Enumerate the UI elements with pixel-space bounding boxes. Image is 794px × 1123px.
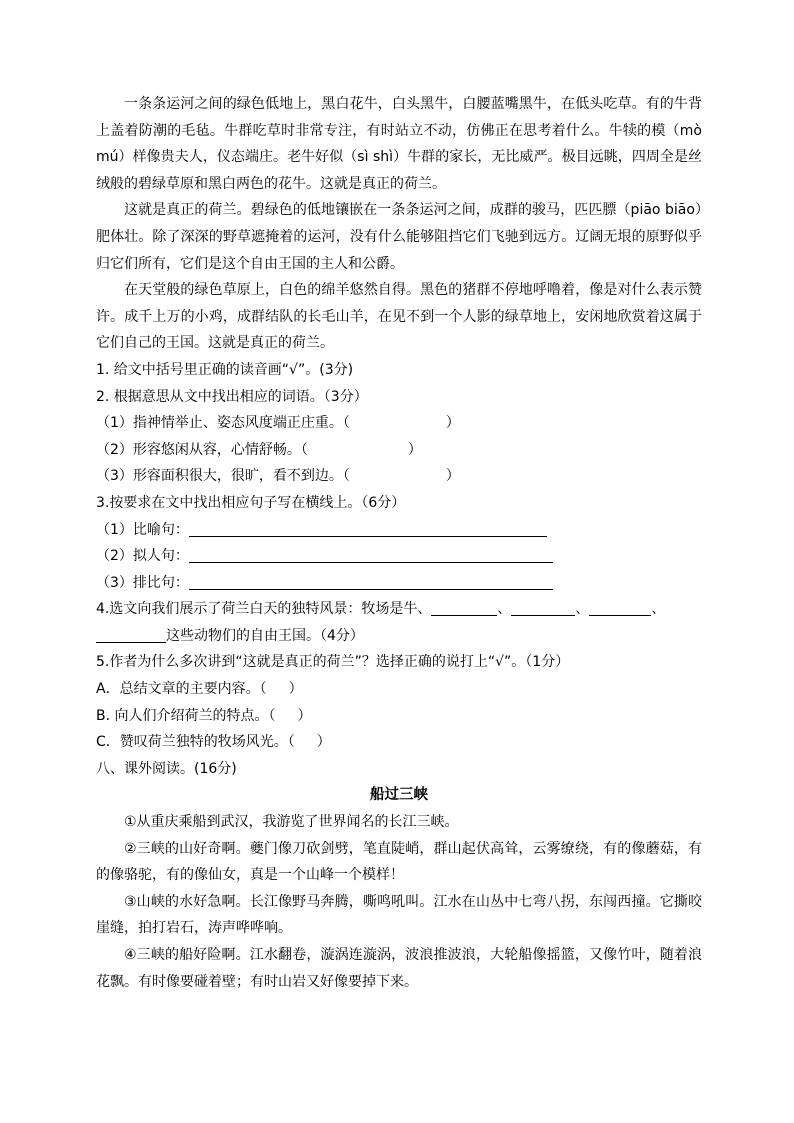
question-2: 2. 根据意思从文中找出相应的词语。（3分）	[96, 388, 368, 405]
close-paren: ）	[297, 707, 312, 724]
separator: 、	[497, 601, 512, 618]
option-b-text: B. 向人们介绍荷兰的特点。（	[96, 707, 276, 724]
question-3-item-3	[96, 570, 702, 597]
separator: 、	[575, 601, 590, 618]
close-paren: ）	[445, 415, 460, 432]
question-5: 5.作者为什么多次讲到“这就是真正的荷兰”？选择正确的说打上“√”。（1分）	[96, 654, 570, 671]
question-4-end-text: 这些动物们的自由王国。（4分）	[166, 627, 364, 644]
question-4-continued	[96, 623, 702, 650]
reading-paragraph-4: ④三峡的船好险啊。江水翻卷，漩涡连漩涡，波浪推波浪，大轮船像摇篮，又像竹叶，随着浪花飘。有时像要碰着壁；有时山岩又好像要掉下来。	[96, 947, 702, 990]
option-c-text: C．赞叹荷兰独特的牧场风光。（	[96, 734, 295, 751]
page-content	[96, 91, 702, 995]
passage-paragraph-1: 一条条运河之间的绿色低地上，黑白花牛，白头黑牛，白腰蓝嘴黑牛，在低头吃草。有的牛背上盖着防潮的毛毡。牛群吃草时非常专注，有时站立不动，仿佛正在思考着什么。牛犊的模（mò mú）样像贵夫人，仪态端庄。老牛好似（sì shì）牛群的家长，无比威严。极目远眺，四周全是丝绒般的碧绿草原和黑白两色的花牛。这就是真正的荷兰。	[96, 96, 702, 192]
section-8-heading: 八、课外阅读。(16分)	[96, 760, 237, 777]
question-2-item-2	[96, 437, 702, 464]
reading-paragraph-3: ③山峡的水好急啊。长江像野马奔腾，嘶鸣吼叫。江水在山丛中七弯八拐，东闯西撞。它撕咬崖缝，拍打岩石，涛声哗哗响。	[96, 893, 702, 937]
question-1: 1. 给文中括号里正确的读音画“√”。(3分)	[96, 361, 354, 378]
question-4-text: 4.选文向我们展示了荷兰白天的独特风景：牧场是牛、	[96, 601, 432, 618]
reading-title: 船过三峡	[370, 787, 428, 804]
reading-paragraph-2: ②三峡的山好奇啊。夔门像刀砍剑劈，笔直陡峭，群山起伏高耸，云雾缭绕，有的像蘑菇，有的像骆驼，有的像仙女，真是一个山峰一个模样！	[96, 840, 702, 884]
question-3-item-2	[96, 543, 702, 570]
close-paren: ）	[316, 734, 331, 751]
question-3: 3.按要求在文中找出相应句子写在横线上。（6分）	[96, 494, 406, 511]
close-paren: ）	[445, 468, 460, 485]
answer-line[interactable]	[431, 600, 497, 616]
question-2-item-3	[96, 463, 702, 490]
question-4	[96, 596, 702, 623]
answer-line[interactable]	[589, 600, 651, 616]
question-3-item-1	[96, 517, 702, 544]
option-a-text: A．总结文章的主要内容。（	[96, 681, 267, 698]
question-5-option-c	[96, 729, 702, 756]
question-3-item-3-label: （3）排比句：	[96, 574, 189, 591]
answer-line[interactable]	[189, 547, 553, 563]
question-3-item-2-label: （2）拟人句：	[96, 548, 189, 565]
question-5-option-b	[96, 703, 702, 730]
close-paren: ）	[407, 441, 422, 458]
question-2-item-1-text: （1）指神情举止、姿态风度端正庄重。（	[96, 415, 350, 432]
question-5-option-a	[96, 676, 702, 703]
answer-line[interactable]	[511, 600, 575, 616]
question-2-item-2-text: （2）形容悠闲从容，心情舒畅。（	[96, 441, 308, 458]
answer-line[interactable]	[189, 574, 553, 590]
passage-paragraph-2: 这就是真正的荷兰。碧绿色的低地镶嵌在一条条运河之间，成群的骏马，匹匹膘（piāo biāo）肥体壮。除了深深的野草遮掩着的运河，没有什么能够阻挡它们飞驰到远方。辽阔无垠的原野似乎归它们所有，它们是这个自由王国的主人和公爵。	[96, 202, 702, 272]
reading-paragraph-1: ①从重庆乘船到武汉，我游览了世界闻名的长江三峡。	[124, 814, 459, 831]
question-2-item-1	[96, 410, 702, 437]
question-2-item-3-text: （3）形容面积很大，很旷，看不到边。（	[96, 468, 350, 485]
close-paren: ）	[288, 681, 303, 698]
answer-line[interactable]	[189, 521, 547, 537]
passage-paragraph-3: 在天堂般的绿色草原上，白色的绵羊悠然自得。黑色的猪群不停地呼噜着，像是对什么表示赞许。成千上万的小鸡，成群结队的长毛山羊，在见不到一个人影的绿草地上，安闲地欣赏着这属于它们自己的王国。这就是真正的荷兰。	[96, 282, 702, 352]
question-3-item-1-label: （1）比喻句：	[96, 521, 189, 538]
answer-line[interactable]	[96, 627, 166, 643]
separator: 、	[651, 601, 666, 618]
